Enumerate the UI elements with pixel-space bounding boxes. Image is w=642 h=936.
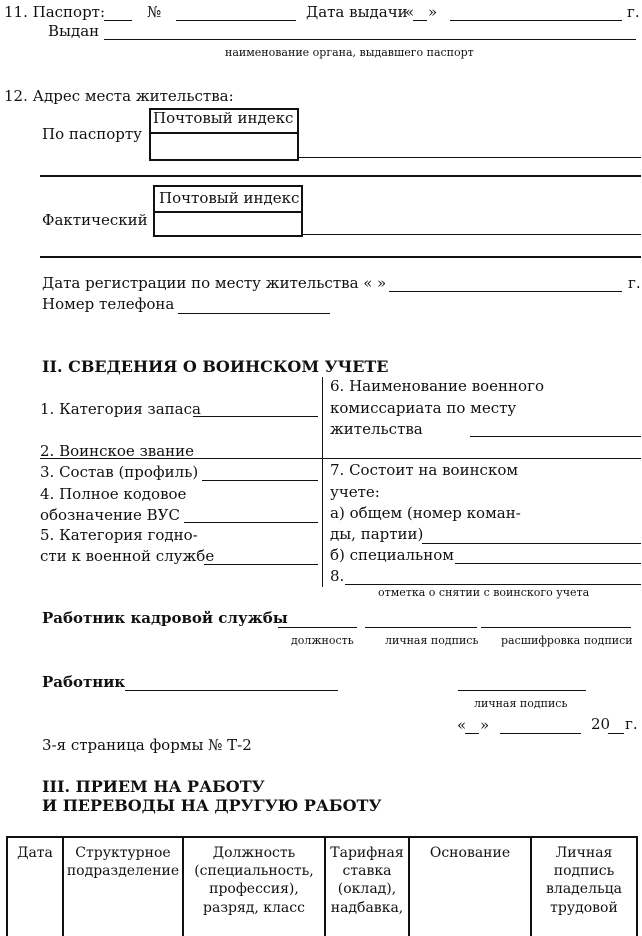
phone-label: Номер телефона	[42, 295, 175, 313]
issue-date-open-quote: «	[405, 3, 415, 21]
commissariat-field[interactable]	[470, 436, 641, 437]
military-section-heading: II. СВЕДЕНИЯ О ВОИНСКОМ УЧЕТЕ	[42, 357, 389, 376]
actual-address-label: Фактический	[42, 211, 148, 229]
postal-code-divider	[151, 132, 297, 134]
employee-name-field[interactable]	[125, 690, 338, 691]
signature-month-field[interactable]	[500, 733, 581, 734]
composition-field[interactable]	[202, 480, 318, 481]
postal-code-box-actual	[153, 185, 303, 237]
signature-year-prefix: 20	[591, 715, 611, 733]
passport-address-line-1[interactable]	[297, 157, 641, 158]
column-header-position: Должность (специальность, профессия), разряд, класс	[183, 837, 325, 936]
signature-date-close-quote: »	[480, 716, 490, 734]
column-header-department: Структурное подразделение	[63, 837, 183, 936]
reserve-category-label: 1. Категория запаса	[40, 400, 201, 418]
fitness-category-label-1: 5. Категория годно-	[40, 526, 198, 544]
commissariat-label-3: жительства	[330, 420, 423, 438]
passport-number-field[interactable]	[176, 20, 296, 21]
vus-code-field[interactable]	[184, 522, 318, 523]
issue-date-label: Дата выдачи	[306, 3, 408, 21]
signature-date-open-quote: «	[457, 716, 467, 734]
issue-date-close-quote: »	[428, 3, 438, 21]
special-registration-field[interactable]	[455, 563, 641, 564]
actual-address-line-2[interactable]	[40, 256, 641, 258]
table-header-row	[7, 837, 637, 936]
address-heading: 12. Адрес места жительства:	[4, 87, 234, 105]
registration-quote-close: »	[377, 274, 387, 292]
section3-title-line1: III. ПРИЕМ НА РАБОТУ	[42, 777, 265, 796]
registration-date-label: Дата регистрации по месту жительства «	[42, 274, 373, 292]
fitness-category-label-2: сти к военной службе	[40, 547, 215, 565]
issued-by-caption: наименование органа, выдавшего паспорт	[225, 46, 474, 59]
vus-code-label-1: 4. Полное кодовое	[40, 485, 187, 503]
hr-signature-caption: личная подпись	[385, 634, 479, 647]
postal-code-label: Почтовый индекс	[159, 189, 300, 207]
employee-label: Работник	[42, 673, 126, 691]
passport-series-field[interactable]	[104, 20, 132, 21]
commissariat-label-1: 6. Наименование военного	[330, 377, 544, 395]
issued-by-label: Выдан	[48, 22, 100, 40]
removal-mark-label: 8.	[330, 567, 345, 585]
phone-field[interactable]	[178, 313, 330, 314]
hr-decoding-caption: расшифровка подписи	[501, 634, 633, 647]
issue-month-year-field[interactable]	[450, 20, 622, 21]
hr-signature-field[interactable]	[365, 627, 477, 628]
signature-year-field[interactable]	[608, 733, 624, 734]
general-registration-field[interactable]	[422, 543, 641, 544]
hr-signature-decoding-field[interactable]	[481, 627, 631, 628]
special-registration-label: б) специальном	[330, 546, 454, 564]
by-passport-label: По паспорту	[42, 125, 142, 143]
registration-year-suffix: г.	[628, 274, 641, 292]
registration-date-field[interactable]	[389, 291, 622, 292]
page-note: 3-я страница формы № Т-2	[42, 736, 252, 754]
postal-code-divider	[155, 211, 301, 213]
section3-title-line2: И ПЕРЕВОДЫ НА ДРУГУЮ РАБОТУ	[42, 796, 382, 815]
postal-code-label: Почтовый индекс	[153, 109, 294, 127]
registered-label-2: учете:	[330, 483, 380, 501]
column-header-basis: Основание	[409, 837, 531, 936]
hr-position-field[interactable]	[278, 627, 357, 628]
column-header-rate: Тарифная ставка (оклад), надбавка,	[325, 837, 409, 936]
military-rank-label: 2. Воинское звание	[40, 442, 195, 460]
vus-code-label-2: обозначение ВУС	[40, 506, 180, 524]
passport-label: 11. Паспорт:	[4, 3, 106, 21]
issue-year-suffix: г.	[627, 3, 640, 21]
postal-code-box-passport	[149, 108, 299, 161]
issued-by-field[interactable]	[104, 39, 636, 40]
signature-year-suffix: г.	[625, 715, 638, 733]
passport-address-line-2[interactable]	[40, 175, 641, 177]
hr-worker-label: Работник кадровой службы	[42, 609, 288, 627]
composition-label: 3. Состав (профиль)	[40, 463, 199, 481]
issue-day-field[interactable]	[413, 20, 427, 21]
hr-position-caption: должность	[291, 634, 354, 647]
actual-address-line-1[interactable]	[301, 234, 641, 235]
removal-mark-caption: отметка о снятии с воинского учета	[378, 586, 590, 599]
signature-day-field[interactable]	[465, 733, 479, 734]
registered-label-1: 7. Состоит на воинском	[330, 461, 519, 479]
employee-signature-field[interactable]	[458, 690, 586, 691]
column-header-owner-signature: Личная подпись владельца трудовой	[531, 837, 637, 936]
general-registration-label-2: ды, партии)	[330, 525, 424, 543]
military-rank-field[interactable]	[40, 458, 641, 459]
military-column-divider	[322, 377, 323, 587]
hiring-table	[6, 836, 638, 936]
column-header-date: Дата	[7, 837, 63, 936]
number-sign: №	[147, 3, 162, 21]
removal-mark-field[interactable]	[345, 584, 641, 585]
reserve-category-field[interactable]	[193, 416, 318, 417]
general-registration-label-1: а) общем (номер коман-	[330, 504, 521, 522]
employee-signature-caption: личная подпись	[474, 697, 568, 710]
fitness-category-field[interactable]	[204, 564, 318, 565]
commissariat-label-2: комиссариата по месту	[330, 399, 517, 417]
